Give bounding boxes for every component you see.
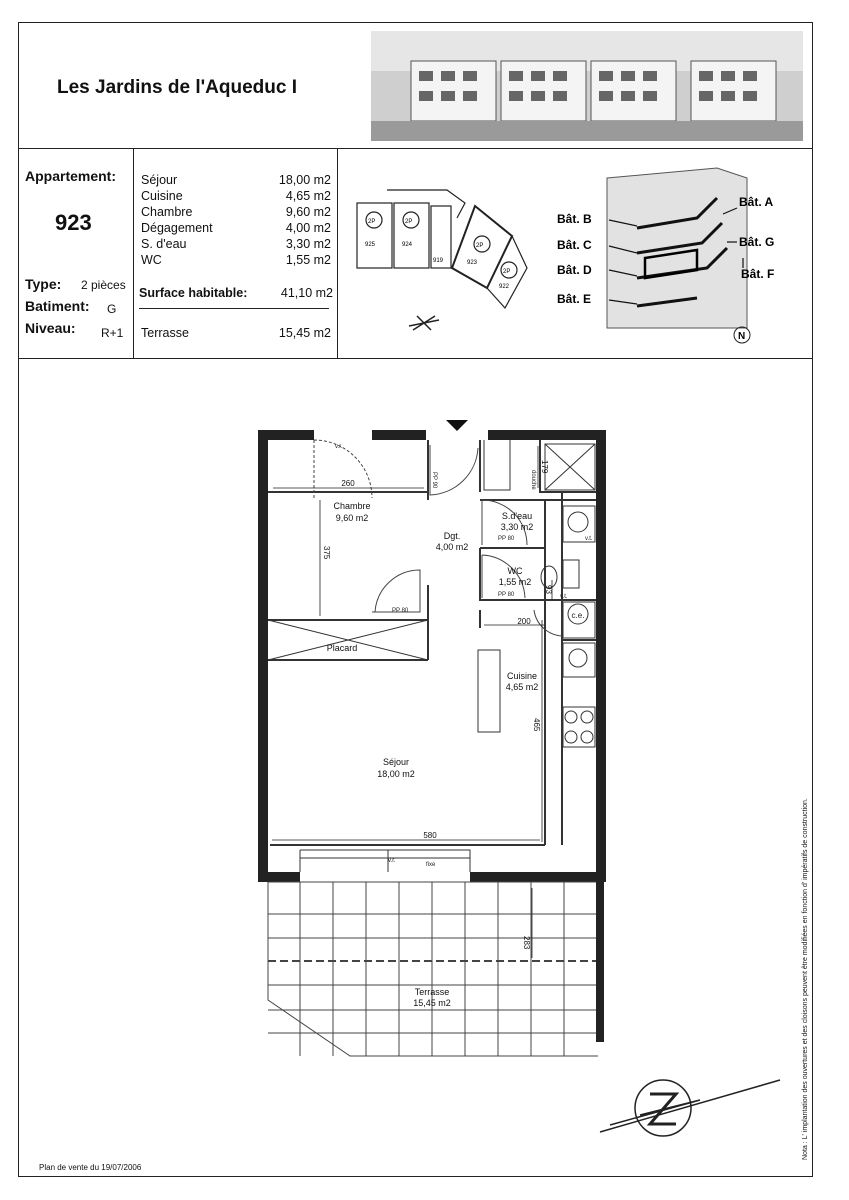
- floor-key-plan: [347, 158, 547, 348]
- room-terrasse-area: 15,45 m2: [413, 998, 451, 1008]
- unit-type-923: 2P: [476, 243, 484, 249]
- building-f-label: Bât. F: [741, 267, 775, 281]
- room-row: Cuisine 4,65 m2: [141, 189, 331, 203]
- site-map: [547, 158, 809, 348]
- header-row: [19, 23, 812, 149]
- unit-925: 925: [365, 242, 376, 248]
- type-value: 2 pièces: [81, 278, 126, 292]
- building-g-label: Bât. G: [739, 235, 775, 249]
- room-wc-label: WC: [507, 566, 523, 576]
- level-value: R+1: [101, 326, 124, 340]
- room-sdeau-label: S.d'eau: [501, 511, 533, 521]
- building-e-label: Bât. E: [557, 292, 592, 306]
- type-label: Type:: [25, 276, 62, 292]
- building-a-label: Bât. A: [739, 195, 774, 209]
- unit-type-924: 2P: [405, 219, 413, 225]
- placard-label: Placard: [326, 643, 358, 653]
- unit-923: 923: [467, 260, 478, 266]
- north-label: N: [738, 331, 746, 342]
- room-terrasse-label: Terrasse: [414, 987, 450, 997]
- room-sejour-area: 18,00 m2: [377, 769, 415, 779]
- building-value: G: [107, 302, 117, 316]
- dim-260: 260: [341, 479, 355, 488]
- unit-type-922: 2P: [503, 269, 511, 275]
- room-chambre-area: 9,60 m2: [335, 513, 369, 523]
- vt-wc: v.t.: [560, 594, 568, 600]
- surface-habitable: Surface habitable: 41,10 m2: [139, 286, 333, 300]
- door-pp80-chambre: PP 80: [392, 608, 409, 614]
- document-frame: [18, 22, 813, 1177]
- window-vr-chambre: v.r.: [335, 444, 343, 450]
- level-label: Niveau:: [25, 320, 76, 336]
- building-b-label: Bât. B: [557, 212, 592, 226]
- room-wc-area: 1,55 m2: [498, 577, 532, 587]
- dim-93: 93: [544, 585, 553, 594]
- dim-179: 179: [540, 460, 549, 474]
- room-dgt-label: Dgt.: [443, 531, 461, 541]
- window-fixe: fixe: [426, 862, 436, 868]
- sale-plan-date: Plan de vente du 19/07/2006: [39, 1163, 142, 1172]
- unit-922: 922: [499, 284, 510, 290]
- door-pp90: PP 90: [431, 472, 437, 489]
- room-cuisine-area: 4,65 m2: [505, 682, 539, 692]
- room-row: Chambre 9,60 m2: [141, 205, 331, 219]
- building-c-label: Bât. C: [557, 238, 592, 252]
- surface-divider: [139, 308, 329, 309]
- douche-label: douche: [530, 470, 536, 490]
- room-list: [141, 172, 331, 268]
- window-vr-sejour: v.r.: [388, 858, 396, 864]
- door-pp80-sdeau: PP 80: [498, 536, 515, 542]
- room-chambre-label: Chambre: [333, 501, 371, 511]
- surfaces-panel: [133, 148, 338, 358]
- room-sdeau-area: 3,30 m2: [500, 522, 534, 532]
- room-row: Séjour 18,00 m2: [141, 173, 331, 187]
- dim-580: 580: [423, 831, 437, 840]
- dim-465: 465: [532, 718, 541, 732]
- unit-type-925: 2P: [368, 219, 376, 225]
- building-d-label: Bât. D: [557, 263, 592, 277]
- unit-919: 919: [433, 258, 444, 264]
- page-title: Les Jardins de l'Aqueduc I: [57, 77, 297, 98]
- location-panel: [337, 148, 812, 358]
- room-row: S. d'eau 3,30 m2: [141, 237, 331, 251]
- room-row: Dégagement 4,00 m2: [141, 221, 331, 235]
- dim-375: 375: [322, 546, 331, 560]
- building-label: Batiment:: [25, 298, 90, 314]
- dim-200: 200: [517, 617, 531, 626]
- apartment-label: Appartement:: [25, 168, 117, 184]
- unit-924: 924: [402, 242, 413, 248]
- dim-283: 283: [522, 936, 531, 950]
- apartment-number: 923: [55, 210, 92, 235]
- room-cuisine-label: Cuisine: [506, 671, 538, 681]
- terrace-surface: Terrasse 15,45 m2: [141, 326, 331, 340]
- vt-sdeau: v.t.: [585, 536, 593, 542]
- construction-note: Nota : L' implantation des ouvertures et des cloisons peuvent être modifiées en fonction d' impératifs de construction.: [802, 798, 809, 1160]
- room-sejour-label: Séjour: [382, 757, 410, 767]
- building-facade-image: [371, 31, 803, 141]
- room-row: WC 1,55 m2: [141, 253, 331, 267]
- info-row: [19, 148, 812, 359]
- apartment-id-panel: [19, 148, 134, 358]
- door-pp80-wc: PP 80: [498, 592, 515, 598]
- room-dgt-area: 4,00 m2: [435, 542, 469, 552]
- ce-label: c.e.: [571, 611, 585, 620]
